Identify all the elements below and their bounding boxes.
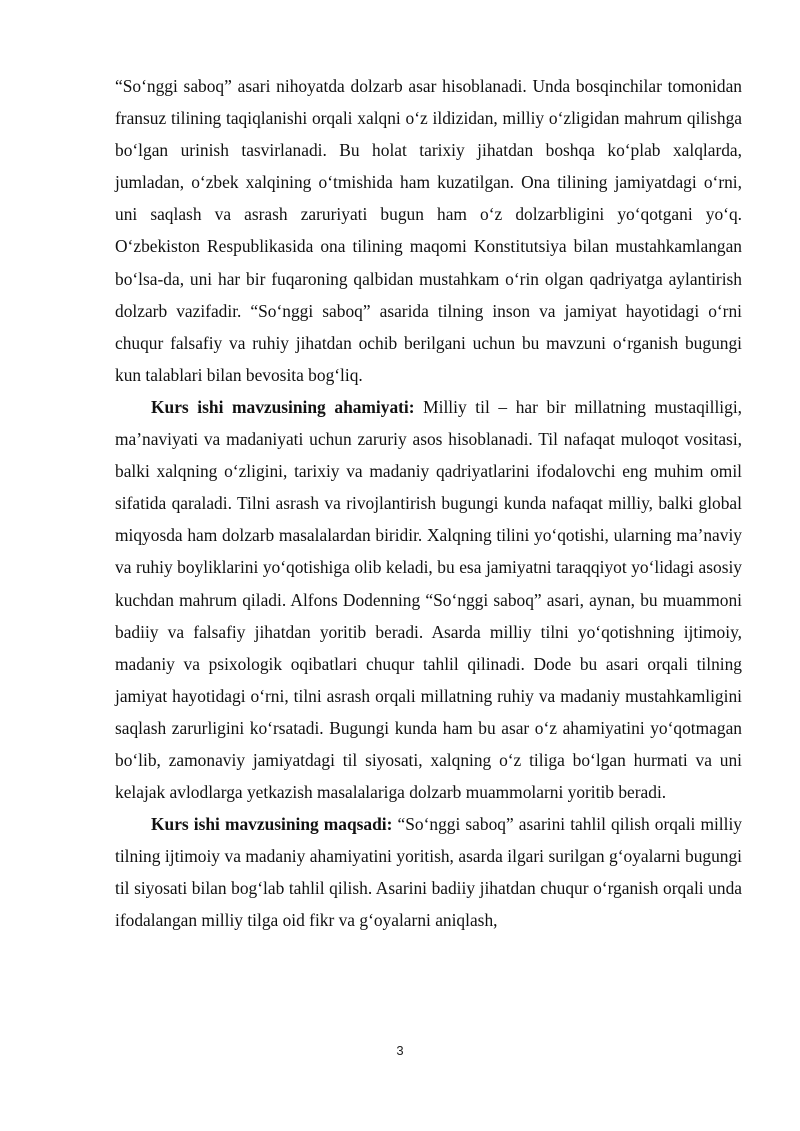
paragraph-intro <box>115 70 742 391</box>
paragraph-goal <box>115 808 742 936</box>
paragraph-importance <box>115 391 742 808</box>
goal-heading: Kurs ishi mavzusining maqsadi: <box>151 814 393 835</box>
importance-text: Milliy til – har bir millatning mustaqilligi, ma’naviyati va madaniyati uchun zaruriy asos hisoblanadi. Til nafaqat muloqot vositasi, balki xalqning o‘zligini, tarixiy va madaniy qadriyatlarini ifodalovchi eng muhim omil sifatida qaraladi. Tilni asrash va rivojlantirish bugungi kunda nafaqat milliy, balki global miqyosda ham dolzarb masalalardan biridir. Xalqning tilini yo‘qotishi, ularning ma’naviy va ruhiy boyliklarini yo‘qotishiga olib keladi, bu esa jamiyatni taraqqiyot yo‘lidagi asosiy kuchdan mahrum qiladi. Alfons Dodenning “So‘nggi saboq” asari, aynan, bu muammoni badiiy va falsafiy jihatdan yoritib beradi. Asarda milliy tilni yo‘qotishning ijtimoiy, madaniy va psixologik oqibatlari chuqur tahlil qilinadi. Dode bu asari orqali tilning jamiyat hayotidagi o‘rni, tilni asrash orqali millatning ruhiy va madaniy mustahkamligini saqlash zarurligini ko‘rsatadi. Bugungi kunda ham bu asar o‘z ahamiyatini yo‘qotmagan bo‘lib, zamonaviy jamiyatdagi til siyosati, xalqning o‘z tiliga bo‘lgan hurmati va uni kelajak avlodlarga yetkazish masalalariga dolzarb muammolarni yoritib beradi. <box>115 396 742 803</box>
page-number: 3 <box>396 1043 404 1058</box>
paragraph-intro-text: “So‘nggi saboq” asari nihoyatda dolzarb asar hisoblanadi. Unda bosqinchilar tomonidan fransuz tilining taqiqlanishi orqali xalqni o‘z ildizidan, milliy o‘zligidan mahrum qilishga bo‘lgan urinish tasvirlanadi. Bu holat tarixiy jihatdan boshqa ko‘plab xalqlarda, jumladan, o‘zbek xalqining o‘tmishida ham kuzatilgan. Ona tilining jamiyatdagi o‘rni, uni saqlash va asrash zaruriyati bugun ham o‘z dolzarbligini yo‘qotgani yo‘q. O‘zbekiston Respublikasida ona tilining maqomi Konstitutsiya bilan mustahkamlangan bo‘lsa-da, uni har bir fuqaroning qalbidan mustahkam o‘rin olgan qadriyatga aylantirish dolzarb vazifadir. “So‘nggi saboq” asarida tilning inson va jamiyat hayotidagi o‘rni chuqur falsafiy va ruhiy jihatdan ochib berilgani uchun bu mavzuni o‘rganish bugungi kun talablari bilan bevosita bog‘liq. <box>115 76 742 385</box>
document-page <box>115 70 742 937</box>
goal-text: “So‘nggi saboq” asarini tahlil qilish orqali milliy tilning ijtimoiy va madaniy ahamiyatini yoritish, asarda ilgari surilgan g‘oyalarni bugungi til siyosati bilan bog‘lab tahlil qilish. Asarini badiiy jihatdan chuqur o‘rganish orqali unda ifodalangan milliy tilga oid fikr va g‘oyalarni aniqlash, <box>115 814 742 931</box>
importance-heading: Kurs ishi mavzusining ahamiyati: <box>151 396 415 417</box>
